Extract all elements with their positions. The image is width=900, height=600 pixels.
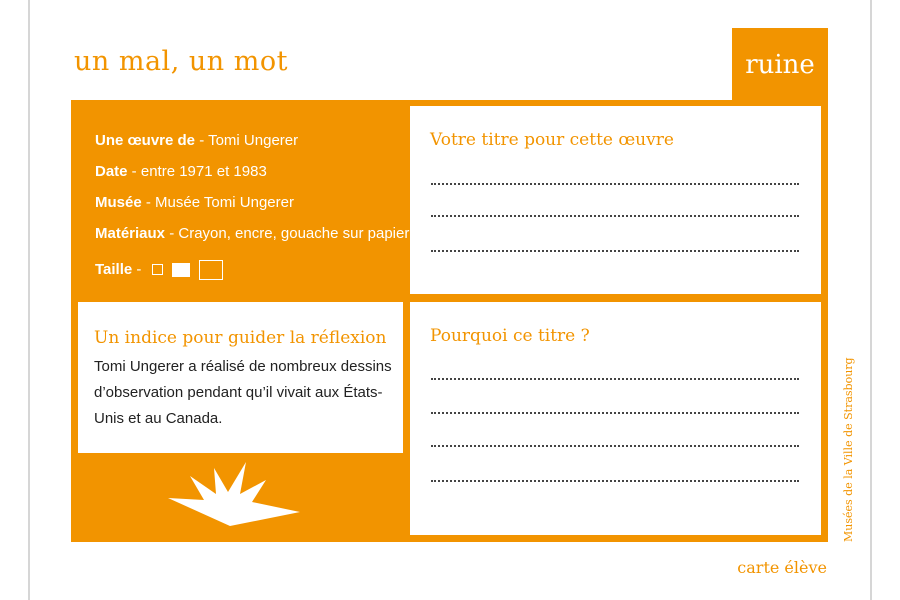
size-row: [95, 254, 409, 285]
hint-box-heading: Un indice pour guider la réflexion: [94, 328, 387, 348]
materials-row: [95, 223, 409, 254]
artwork-info: [95, 130, 409, 285]
card-type-label: carte élève: [737, 558, 827, 577]
burst-icon: [168, 462, 302, 528]
series-title: un mal, un mot: [74, 46, 288, 77]
date-value: - entre 1971 et 1983: [127, 163, 267, 180]
date-label: Date: [95, 163, 128, 180]
date-row: [95, 161, 409, 192]
size-label: Taille: [95, 260, 133, 278]
why-answer-line[interactable]: [431, 378, 799, 380]
title-answer-line[interactable]: [431, 250, 799, 252]
materials-label: Matériaux: [95, 225, 166, 242]
why-answer-line[interactable]: [431, 445, 799, 447]
museum-value: - Musée Tomi Ungerer: [141, 194, 294, 211]
museum-row: [95, 192, 409, 223]
why-answer-line[interactable]: [431, 412, 799, 414]
artist-label: Une œuvre de: [95, 132, 196, 149]
why-answer-line[interactable]: [431, 480, 799, 482]
size-separator: -: [132, 260, 146, 278]
hint-text: Tomi Ungerer a réalisé de nombreux dessins d’observation pendant qu’il vivait aux États-Unis et au Canada.: [94, 358, 392, 427]
materials-value: - Crayon, encre, gouache sur papier: [165, 225, 410, 242]
theme-tab: [732, 28, 828, 102]
size-medium-icon: [172, 263, 190, 277]
theme-label: ruine: [745, 50, 815, 80]
title-answer-line[interactable]: [431, 215, 799, 217]
publisher-credit: Musées de la Ville de Strasbourg: [842, 357, 855, 542]
size-small-icon: [152, 264, 163, 275]
artist-value: - Tomi Ungerer: [195, 132, 299, 149]
title-box-heading: Votre titre pour cette œuvre: [430, 130, 674, 150]
artist-row: [95, 130, 409, 161]
size-large-icon: [199, 260, 223, 280]
why-box-heading: Pourquoi ce titre ?: [430, 326, 590, 346]
title-answer-line[interactable]: [431, 183, 799, 185]
museum-label: Musée: [95, 194, 142, 211]
